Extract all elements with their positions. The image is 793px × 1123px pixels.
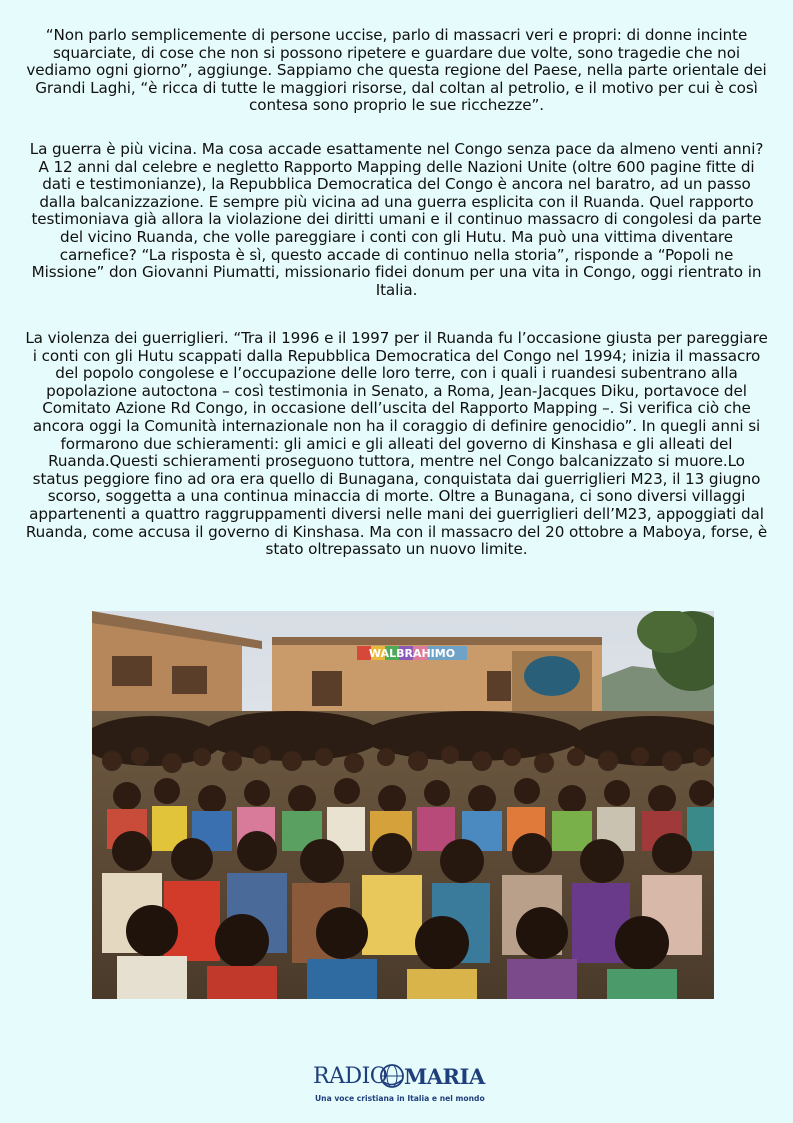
crowd-of-children-photo: [92, 611, 714, 999]
logo-word-maria: MARIA: [404, 1064, 485, 1089]
paragraph-3: La violenza dei guerriglieri. “Tra il 1996 e il 1997 per il Ruanda fu l’occasione giusta per pareggiare i conti con gli Hutu scappati dalla Repubblica Democratica del Congo nel 1994; inizia il massacro del popolo congolese e l’occupazione delle loro terre, con i quali i ruandesi subentrano alla popolazione autoctona – così testimonia in Senato, a Roma, Jean-Jacques Diku, portavoce del Comitato Azione Rd Congo, in occasione dell’uscita del Rapporto Mapping –. Si verifica ciò che ancora oggi la Comunità internazionale non ha il coraggio di definire genocidio”. In quegli anni si formarono due schieramenti: gli amici e gli alleati del governo di Kinshasa e gli alleati del Ruanda.Questi schieramenti proseguono tuttora, mentre nel Congo balcanizzato si muore.Lo status peggiore fino ad ora era quello di Bunagana, conquistata dai guerriglieri M23, il 13 giugno scorso, soggetta a una continua minaccia di morte. Oltre a Bunagana, ci sono diversi villaggi appartenenti a quattro raggruppamenti diversi nelle mani dei guerriglieri dell’M23, appoggiati dal Ruanda, come accusa il governo di Kinshasa. Ma con il massacro del 20 ottobre a Maboya, forse, è stato oltrepassato un nuovo limite.: [25, 329, 768, 559]
article-photo: [92, 611, 714, 999]
paragraph-1: “Non parlo semplicemente di persone uccise, parlo di massacri veri e propri: di donne incinte squarciate, di cose che non si possono ripetere e guardare due volte, sono tragedie che noi vediamo ogni giorno”, aggiunge. Sappiamo che questa regione del Paese, nella parte orientale dei Grandi Laghi, “è ricca di tutte le maggiori risorse, dal coltan al petrolio, e il motivo per cui è così contesa sono proprio le sue ricchezze”.: [26, 26, 767, 115]
radio-maria-logo: [312, 1064, 487, 1109]
logo-word-radio: RADIO: [313, 1064, 388, 1089]
logo-tagline: Una voce cristiana in Italia e nel mondo: [315, 1094, 485, 1103]
globe-icon: [378, 1062, 406, 1090]
paragraph-2: La guerra è più vicina. Ma cosa accade esattamente nel Congo senza pace da almeno venti anni? A 12 anni dal celebre e negletto Rapporto Mapping delle Nazioni Unite (oltre 600 pagine fitte di dati e testimonianze), la Repubblica Democratica del Congo è ancora nel baratro, ad un passo dalla balcanizzazione. E sempre più vicina ad una guerra esplicita con il Ruanda. Quel rapporto testimoniava già allora la violazione dei diritti umani e il continuo massacro di congolesi da parte del vicino Ruanda, che volle pareggiare i conti con gli Hutu. Ma può una vittima diventare carnefice? “La risposta è sì, questo accade di continuo nella storia”, risponde a “Popoli ne Missione” don Giovanni Piumatti, missionario fidei donum per una vita in Congo, oggi rientrato in Italia.: [29, 140, 764, 299]
school-sign: WALBRAHIMO: [368, 647, 456, 660]
